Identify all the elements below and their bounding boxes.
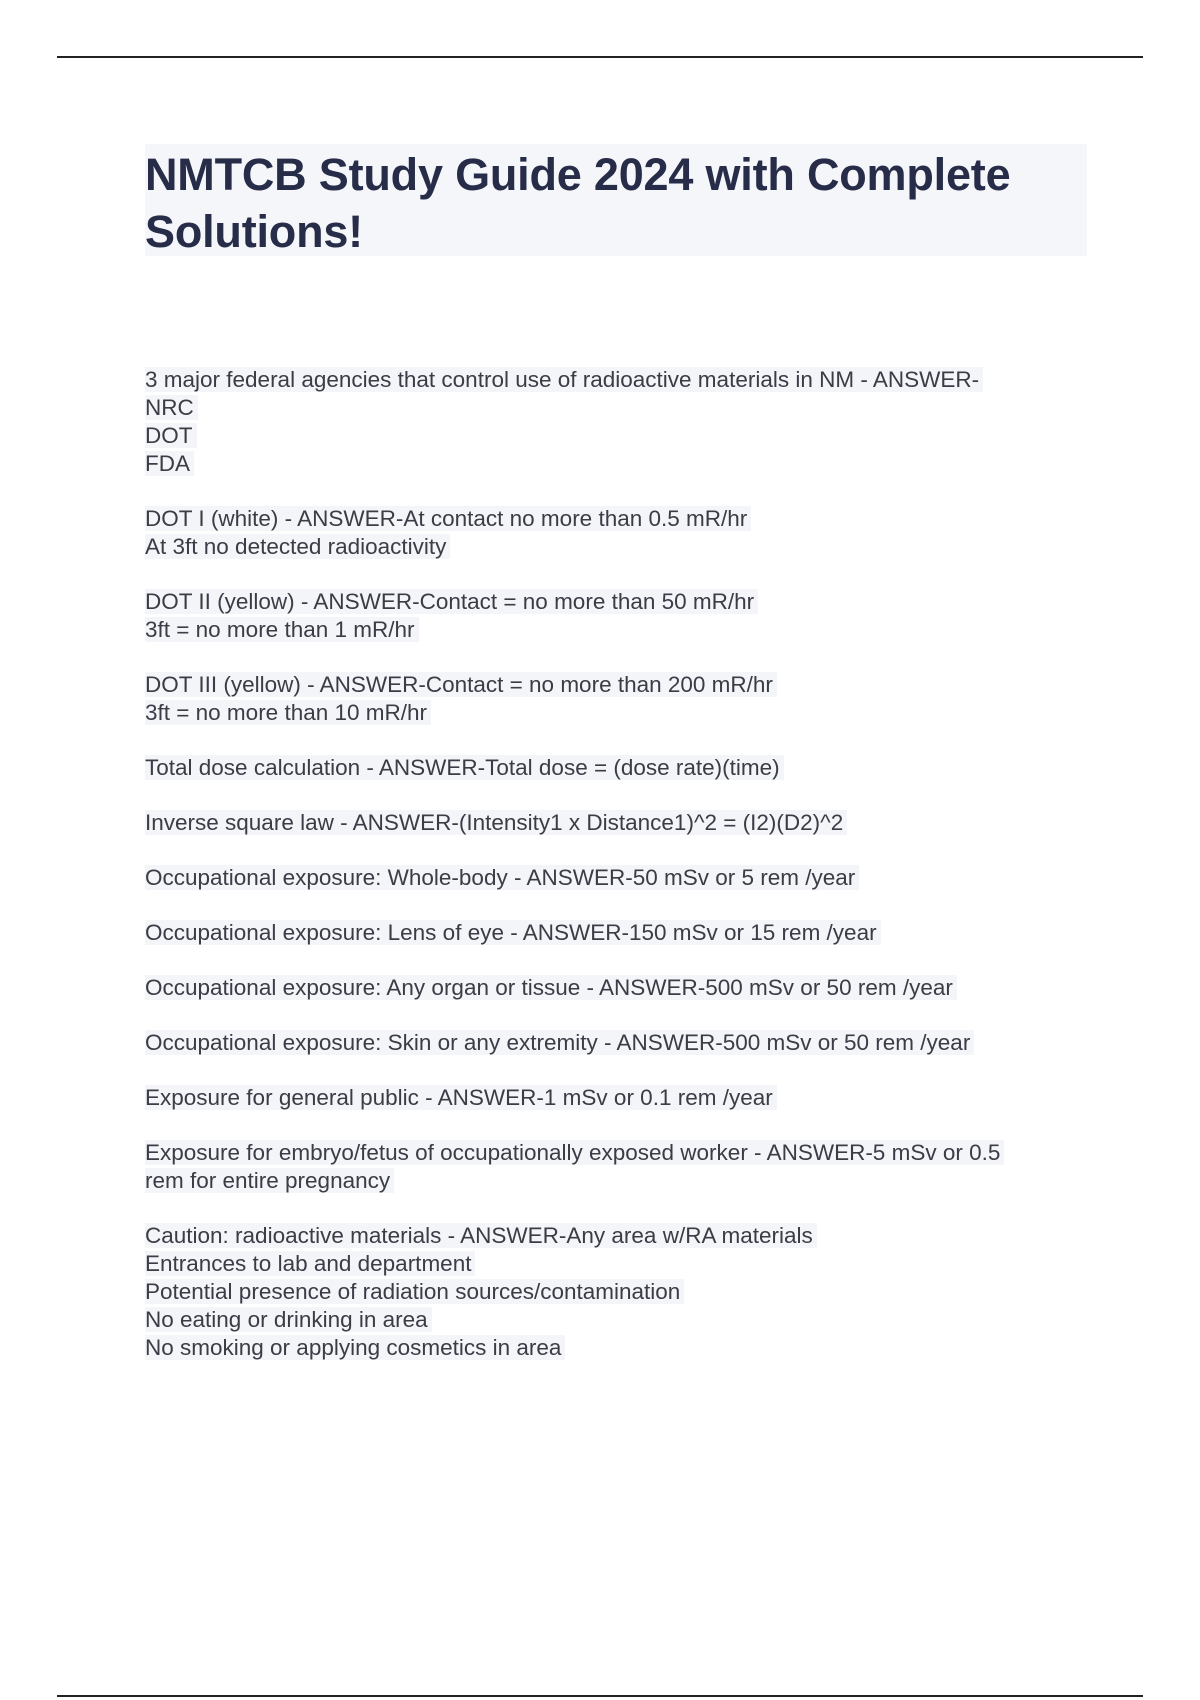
- qa-entry: [145, 1222, 1095, 1362]
- qa-line: No smoking or applying cosmetics in area: [145, 1334, 1095, 1362]
- qa-line: Total dose calculation - ANSWER-Total dose = (dose rate)(time): [145, 754, 1095, 782]
- qa-entry: [145, 919, 1095, 947]
- qa-line: DOT I (white) - ANSWER-At contact no more than 0.5 mR/hr: [145, 505, 1095, 533]
- qa-line: NRC: [145, 394, 1095, 422]
- qa-line: 3 major federal agencies that control use of radioactive materials in NM - ANSWER-: [145, 366, 1095, 394]
- qa-line: 3ft = no more than 1 mR/hr: [145, 616, 1095, 644]
- top-rule: [57, 56, 1143, 58]
- qa-line: Caution: radioactive materials - ANSWER-Any area w/RA materials: [145, 1222, 1095, 1250]
- qa-entry: [145, 1029, 1095, 1057]
- qa-entry: [145, 366, 1095, 478]
- qa-entry: [145, 505, 1095, 561]
- qa-line: FDA: [145, 450, 1095, 478]
- qa-line: At 3ft no detected radioactivity: [145, 533, 1095, 561]
- qa-line: DOT II (yellow) - ANSWER-Contact = no more than 50 mR/hr: [145, 588, 1095, 616]
- document-title: NMTCB Study Guide 2024 with Complete Solutions!: [145, 149, 1011, 257]
- qa-list: [145, 366, 1095, 1389]
- qa-entry: [145, 754, 1095, 782]
- qa-line: Potential presence of radiation sources/contamination: [145, 1278, 1095, 1306]
- qa-line: 3ft = no more than 10 mR/hr: [145, 699, 1095, 727]
- qa-entry: [145, 864, 1095, 892]
- qa-line: Occupational exposure: Lens of eye - ANSWER-150 mSv or 15 rem /year: [145, 919, 1095, 947]
- qa-entry: [145, 1139, 1095, 1195]
- qa-entry: [145, 1084, 1095, 1112]
- qa-line: DOT: [145, 422, 1095, 450]
- qa-entry: [145, 671, 1095, 727]
- qa-entry: [145, 588, 1095, 644]
- qa-line: Occupational exposure: Skin or any extremity - ANSWER-500 mSv or 50 rem /year: [145, 1029, 1095, 1057]
- qa-line: No eating or drinking in area: [145, 1306, 1095, 1334]
- qa-line: Occupational exposure: Whole-body - ANSWER-50 mSv or 5 rem /year: [145, 864, 1095, 892]
- qa-entry: [145, 974, 1095, 1002]
- qa-line: Exposure for embryo/fetus of occupationally exposed worker - ANSWER-5 mSv or 0.5: [145, 1139, 1095, 1167]
- qa-line: Inverse square law - ANSWER-(Intensity1 x Distance1)^2 = (I2)(D2)^2: [145, 809, 1095, 837]
- qa-line: Exposure for general public - ANSWER-1 mSv or 0.1 rem /year: [145, 1084, 1095, 1112]
- qa-line: Occupational exposure: Any organ or tissue - ANSWER-500 mSv or 50 rem /year: [145, 974, 1095, 1002]
- qa-line: Entrances to lab and department: [145, 1250, 1095, 1278]
- qa-line: DOT III (yellow) - ANSWER-Contact = no more than 200 mR/hr: [145, 671, 1095, 699]
- qa-entry: [145, 809, 1095, 837]
- qa-line: rem for entire pregnancy: [145, 1167, 1095, 1195]
- bottom-rule: [57, 1695, 1143, 1697]
